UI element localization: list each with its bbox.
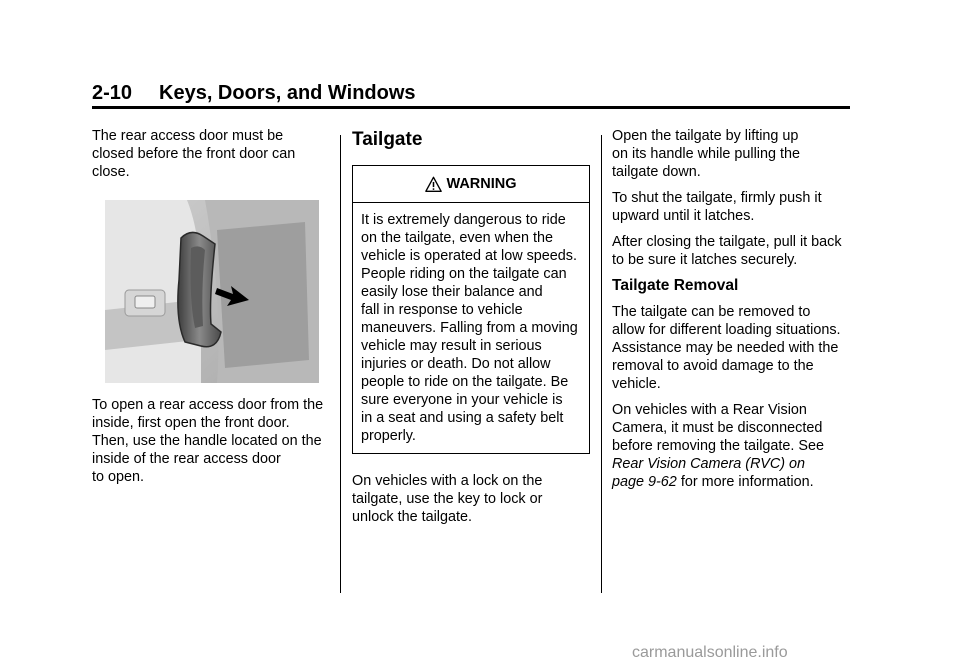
warning-text: It is extremely dangerous to ride on the tailgate, even when the vehicle is operated at low speeds. People riding on the tailgate can easily lose their balance and fall in response to vehicle maneuvers. Falling from a moving vehicle may result in serious injuries or death. Do not allow people to ride on the tailgate. Be sure everyone in your vehicle is in a seat and using a safety belt properly. — [361, 212, 578, 444]
column-middle — [352, 127, 590, 534]
intro-paragraph: The rear access door must be closed before the front door can close. — [92, 128, 296, 180]
column-divider — [340, 135, 341, 593]
page-number: 2-10 — [92, 82, 133, 104]
column-divider — [601, 135, 602, 593]
removal-paragraph: The tailgate can be removed to allow for different loading situations. Assistance may be needed with the removal to avoid damage to the vehicle. — [612, 304, 841, 392]
warning-triangle-icon — [425, 176, 442, 193]
open-paragraph: Open the tailgate by lifting up on its handle while pulling the tailgate down. — [612, 128, 801, 180]
tailgate-removal-heading: Tailgate Removal — [612, 277, 739, 294]
arrow-pointer-icon — [213, 282, 253, 312]
watermark: carmanualsonline.info — [632, 644, 788, 661]
warning-header — [353, 166, 589, 203]
instruction-paragraph: To open a rear access door from the inside, first open the front door. Then, use the handle located on the inside of the rear access door to open. — [92, 397, 324, 485]
warning-title: WARNING — [446, 176, 517, 192]
rear-door-handle-illustration — [105, 200, 319, 383]
page-header — [92, 80, 850, 109]
warning-box — [352, 165, 590, 454]
column-right — [612, 127, 852, 499]
section-title: Keys, Doors, and Windows — [159, 82, 416, 104]
after-closing-paragraph: After closing the tailgate, pull it back to be sure it latches securely. — [612, 234, 842, 268]
rvc-reference-link[interactable]: Rear Vision Camera (RVC) on — [612, 456, 806, 472]
page-reference-link[interactable]: page 9-62 — [612, 474, 677, 490]
column-left — [92, 127, 332, 189]
tailgate-heading: Tailgate — [352, 129, 423, 150]
column-left-lower — [92, 396, 332, 494]
lock-paragraph: On vehicles with a lock on the tailgate, use the key to lock or unlock the tailgate. — [352, 473, 543, 525]
shut-paragraph: To shut the tailgate, firmly push it upward until it latches. — [612, 190, 822, 224]
camera-paragraph: On vehicles with a Rear Vision Camera, it must be disconnected before removing the tailgate. See Rear Vision Camera (RVC) on page 9-62 for more information. — [612, 401, 852, 491]
